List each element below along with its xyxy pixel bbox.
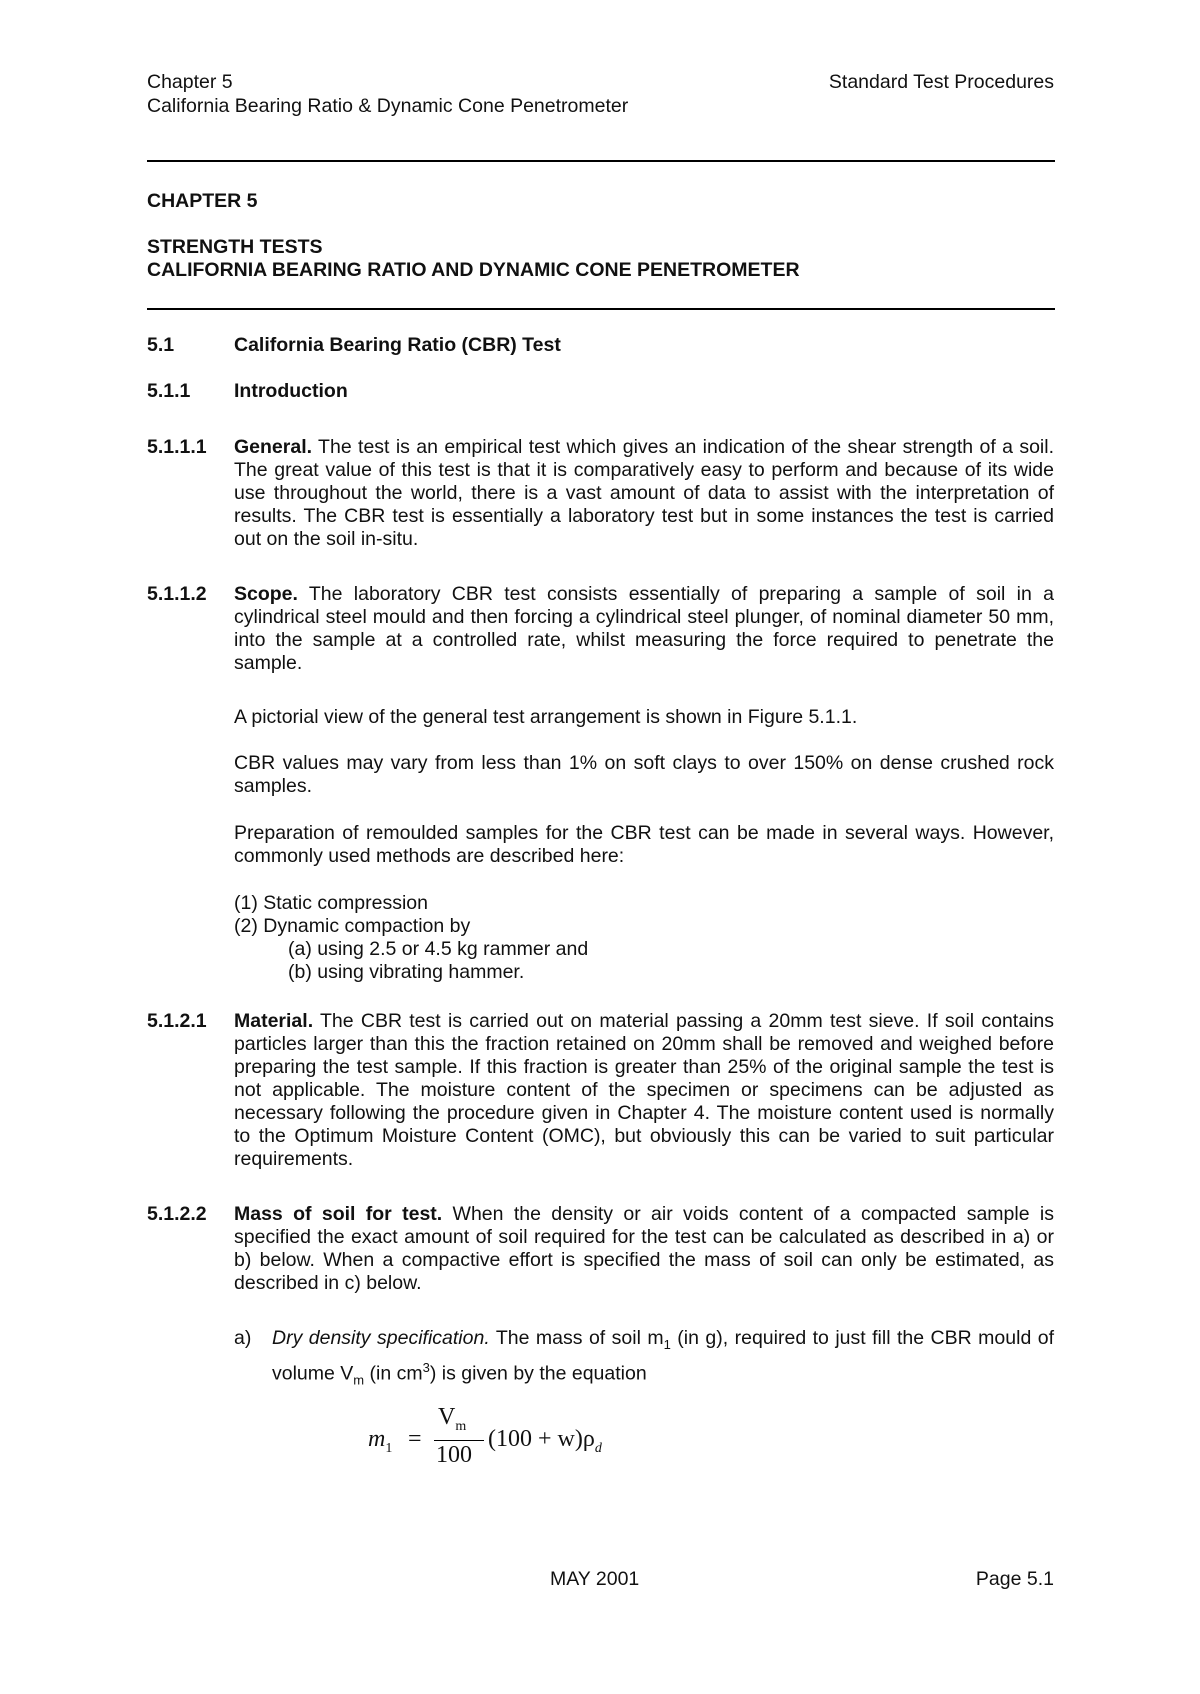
subscript: 1 [663, 1336, 671, 1352]
superscript: 3 [422, 1359, 430, 1375]
section-5-1-title: California Bearing Ratio (CBR) Test [234, 334, 561, 356]
title-line-2: CALIFORNIA BEARING RATIO AND DYNAMIC CONE PENETROMETER [147, 259, 800, 281]
chapter-heading: CHAPTER 5 [147, 190, 258, 212]
item-a-text: ) is given by the equation [429, 1362, 647, 1385]
scope-lead: Scope. [234, 583, 298, 605]
title-line-1: STRENGTH TESTS [147, 236, 323, 258]
mass-equation [368, 1400, 668, 1480]
list-item: (a) using 2.5 or 4.5 kg rammer and [288, 938, 589, 960]
list-item: (1) Static compression [234, 892, 428, 914]
section-5-1-1-2-paragraph [234, 583, 1054, 675]
item-a-paragraph [272, 1327, 1054, 1391]
eq-rhs: (100 + w)ρ [488, 1426, 595, 1452]
fraction-bar [434, 1440, 484, 1441]
section-5-1-2-1-number: 5.1.2.1 [147, 1010, 207, 1032]
pictorial-paragraph: A pictorial view of the general test arrangement is shown in Figure 5.1.1. [234, 706, 858, 728]
eq-lhs-sub: 1 [385, 1440, 393, 1456]
header-subtitle: California Bearing Ratio & Dynamic Cone Penetrometer [147, 95, 629, 117]
cbr-values-paragraph: CBR values may vary from less than 1% on soft clays to over 150% on dense crushed rock samples. [234, 752, 1054, 797]
list-item: (b) using vibrating hammer. [288, 961, 525, 983]
section-5-1-2-2-number: 5.1.2.2 [147, 1203, 207, 1225]
top-rule [147, 160, 1055, 162]
eq-rhs-sub: d [594, 1440, 602, 1456]
header-right: Standard Test Procedures [828, 71, 1054, 93]
eq-num-sub: m [455, 1418, 467, 1434]
methods-list [234, 892, 588, 984]
section-5-1-1-1-paragraph [234, 436, 1054, 551]
item-a-italic: Dry density specification. [272, 1327, 490, 1349]
eq-denominator: 100 [436, 1442, 472, 1468]
material-lead: Material. [234, 1010, 314, 1032]
preparation-paragraph: Preparation of remoulded samples for the CBR test can be made in several ways. However, commonly used methods are described here: [234, 822, 1054, 867]
mass-text: When the density or air voids content of a compacted sample is specified the exact amount of soil required for the test can be calculated as described in a) or b) below. When a compactive effort is specified the mass of soil can only be estimated, as described in c) below. [234, 1203, 1054, 1294]
bottom-rule [147, 308, 1055, 310]
section-5-1-1-1-number: 5.1.1.1 [147, 436, 207, 458]
item-a-text: The mass of soil m [489, 1327, 664, 1349]
section-5-1-number: 5.1 [147, 334, 175, 356]
section-5-1-1-title: Introduction [234, 380, 348, 402]
material-text: The CBR test is carried out on material passing a 20mm test sieve. If soil contains particles larger than this the fraction retained on 20mm shall be removed and weighed before preparing the test sample. If this fraction is greater than 25% of the original sample the test is not applicable. The moisture content of the specimen or specimens can be adjusted as necessary following the procedure given in Chapter 4. The moisture content used is normally to the Optimum Moisture Content (OMC), but obviously this can be varied to suit particular requirements. [234, 1010, 1054, 1170]
general-text: The test is an empirical test which gives an indication of the shear strength of a soil. The great value of this test is that it is comparatively easy to perform and because of its wide use throughout the world, there is a vast amount of data to assist with the interpretation of results. The CBR test is essentially a laboratory test but in some instances the test is carried out on the soil in-situ. [234, 436, 1054, 550]
item-a-text: (in g), required to just fill the CBR mould of volume V [272, 1327, 1054, 1385]
footer-date: MAY 2001 [550, 1568, 640, 1590]
subscript: m [353, 1372, 365, 1388]
item-a-label: a) [234, 1327, 252, 1349]
mass-lead: Mass of soil for test. [234, 1203, 443, 1225]
scope-text: The laboratory CBR test consists essentially of preparing a sample of soil in a cylindrical steel mould and then forcing a cylindrical steel plunger, of nominal diameter 50 mm, into the sample at a controlled rate, whilst measuring the force required to penetrate the sample. [234, 583, 1054, 674]
section-5-1-2-1-paragraph [234, 1010, 1054, 1171]
footer-page: Page 5.1 [975, 1568, 1054, 1590]
header-chapter: Chapter 5 [147, 71, 233, 93]
section-5-1-2-2-paragraph [234, 1203, 1054, 1295]
section-5-1-1-2-number: 5.1.1.2 [147, 583, 207, 605]
eq-lhs: m [368, 1426, 386, 1452]
eq-numerator: V [438, 1404, 456, 1430]
eq-equals: = [408, 1426, 422, 1452]
item-a-text: (in cm [364, 1362, 423, 1385]
general-lead: General. [234, 436, 313, 458]
list-item: (2) Dynamic compaction by [234, 915, 471, 937]
section-5-1-1-number: 5.1.1 [147, 380, 191, 402]
